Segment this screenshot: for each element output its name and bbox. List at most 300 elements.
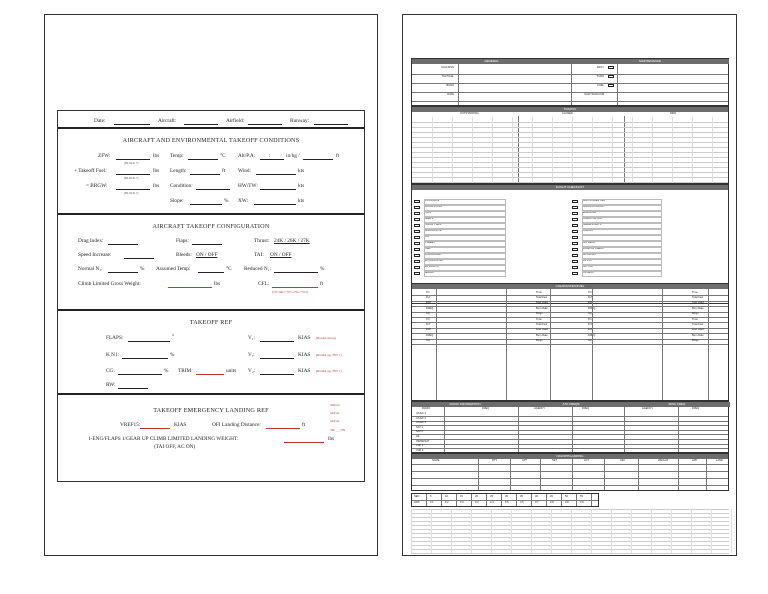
checklist-checkbox[interactable] bbox=[414, 218, 420, 221]
checklist-item-box bbox=[424, 271, 506, 277]
notes-col-line bbox=[511, 509, 512, 553]
hwtw-field[interactable] bbox=[260, 189, 296, 190]
notes-col-line bbox=[591, 509, 592, 553]
condition-field[interactable] bbox=[196, 189, 230, 190]
sen-value: 40 bbox=[535, 495, 538, 498]
clearance-label: SQ bbox=[426, 312, 430, 316]
checklist-checkbox[interactable] bbox=[414, 230, 420, 233]
clearance-label: FREQ bbox=[426, 333, 434, 337]
nav-col-header: FPT bbox=[492, 459, 497, 462]
radio-col-line bbox=[444, 407, 445, 452]
v1-unit: KIAS bbox=[298, 335, 311, 341]
checklist-item: IFF (2/4/5/NITE) bbox=[424, 259, 443, 262]
slope-field[interactable] bbox=[190, 204, 222, 205]
takeoff-fuel-field[interactable] bbox=[116, 174, 150, 175]
traffic-closed-header: CLOSED bbox=[562, 112, 573, 115]
emergency-note-2: add/ret bbox=[330, 411, 340, 415]
clearance-fuel-label: Bingo bbox=[692, 312, 699, 316]
nav-col-header: APP bbox=[692, 459, 698, 462]
checklist-checkbox[interactable] bbox=[572, 224, 578, 227]
notes-col-line bbox=[431, 509, 432, 553]
radio-block bbox=[411, 401, 729, 453]
date-label: Date: bbox=[94, 118, 106, 124]
v1-field[interactable] bbox=[260, 341, 294, 342]
checklist-item: WB FAULTS bbox=[424, 265, 439, 268]
radio-row-label: SAT 1 bbox=[416, 425, 423, 429]
hrs-value: 0.9 bbox=[580, 501, 584, 504]
pa-unit: ft bbox=[336, 153, 340, 159]
bleeds-options[interactable]: ON / OFF bbox=[196, 252, 218, 258]
tactical-label: TACTICAL bbox=[441, 75, 454, 78]
clearance-row-line bbox=[412, 322, 728, 323]
v2-label: V₂: bbox=[248, 368, 256, 374]
length-field[interactable] bbox=[190, 174, 220, 175]
clearance-fuel-label: Total Fuel bbox=[536, 295, 548, 299]
cfl-unit: ft bbox=[320, 281, 324, 287]
clearance-row-line bbox=[412, 333, 728, 334]
sen-value: 30 bbox=[505, 495, 508, 498]
takeoff-fuel-label: + Takeoff Fuel: bbox=[74, 168, 107, 174]
date-field[interactable] bbox=[114, 124, 150, 125]
alt-field[interactable] bbox=[260, 159, 284, 160]
eng-weight-field[interactable] bbox=[284, 442, 324, 443]
checklist-checkbox[interactable] bbox=[572, 242, 578, 245]
checklist-checkbox[interactable] bbox=[572, 272, 578, 275]
checklist-checkbox[interactable] bbox=[414, 236, 420, 239]
drag-index-label: Drag Index: bbox=[78, 238, 104, 244]
airfield-field[interactable] bbox=[248, 124, 282, 125]
aircraft-field[interactable] bbox=[184, 124, 218, 125]
clearance-fuel-label: Time bbox=[536, 317, 542, 321]
nav-col-header: NAME bbox=[432, 459, 440, 462]
brgw-field[interactable] bbox=[116, 189, 150, 190]
hrs-value: 0.2 bbox=[445, 501, 449, 504]
checklist-checkbox[interactable] bbox=[414, 266, 420, 269]
notes-row-line bbox=[411, 525, 729, 526]
pa-field[interactable] bbox=[303, 159, 333, 160]
climb-gw-field[interactable] bbox=[168, 287, 212, 288]
notes-col-line bbox=[551, 509, 552, 553]
reduced-n1-field[interactable] bbox=[274, 272, 318, 273]
misc-header: MISC FREQ bbox=[624, 402, 730, 407]
clearance-label: FREQ bbox=[588, 306, 596, 310]
checklist-item: CLEAR/STARTS bbox=[582, 223, 602, 226]
checklist-item: OFF DECK bbox=[582, 241, 596, 244]
notes-row-line bbox=[411, 533, 729, 534]
sen-col-line bbox=[501, 494, 502, 506]
sen-col-line bbox=[456, 494, 457, 506]
sen-col-line bbox=[531, 494, 532, 506]
radio-row-line bbox=[412, 434, 728, 435]
radio-row-line bbox=[412, 444, 728, 445]
checklist-checkbox[interactable] bbox=[414, 212, 420, 215]
radio-col-header: FREQ bbox=[482, 407, 490, 410]
speed-increase-label: Speed Increase: bbox=[78, 252, 112, 258]
eng-weight-unit: lbs bbox=[328, 436, 335, 442]
traffic-ruling bbox=[412, 122, 728, 123]
traffic-ruling bbox=[412, 127, 728, 128]
runway-label: Runway: bbox=[290, 118, 310, 124]
clearance-row-line bbox=[412, 344, 728, 345]
sen-col-line bbox=[471, 494, 472, 506]
nav-col-header: WEIGHT bbox=[658, 459, 669, 462]
emergency-section bbox=[58, 395, 364, 481]
daily-checkbox[interactable] bbox=[608, 66, 614, 69]
trim-field[interactable] bbox=[196, 374, 224, 375]
traffic-ruling bbox=[412, 147, 728, 148]
radio-col-header: AGENCY bbox=[534, 407, 545, 410]
notes-col-line bbox=[471, 509, 472, 553]
checklist-item: NEIDAU bbox=[424, 271, 434, 274]
sen-value: 35 bbox=[520, 495, 523, 498]
checklist-checkbox[interactable] bbox=[572, 266, 578, 269]
slope-label: Slope: bbox=[170, 198, 184, 204]
traffic-ruling-v bbox=[572, 117, 573, 183]
sen-col-line bbox=[546, 494, 547, 506]
traffic-ruling-v bbox=[512, 117, 513, 183]
traffic-ruling-v bbox=[672, 117, 673, 183]
clearance-fuel-label: Fuel Used bbox=[692, 328, 704, 332]
trim-label: TRIM: bbox=[178, 368, 193, 374]
clearance-fuel-label: Total Fuel bbox=[692, 322, 704, 326]
notes-col-line bbox=[631, 509, 632, 553]
takeoff-fuel-sub: (BLOCK 7) bbox=[124, 176, 139, 180]
length-label: Length: bbox=[170, 168, 187, 174]
radio-col-header: RADIO bbox=[422, 407, 431, 410]
clearance-row-line bbox=[412, 328, 728, 329]
notes-row-line bbox=[411, 521, 729, 522]
traffic-ruling-v bbox=[692, 117, 693, 183]
brgw-unit: lbs bbox=[153, 183, 160, 189]
wind-unit: kts bbox=[298, 168, 305, 174]
radio-row-label: SAT 2 bbox=[416, 430, 423, 434]
radio-row-label: INMARSAT bbox=[416, 439, 430, 443]
traffic-ruling-v bbox=[472, 117, 473, 183]
climb-gw-unit: lbs bbox=[214, 281, 221, 287]
checklist-item-box bbox=[582, 271, 662, 277]
wind-field[interactable] bbox=[256, 174, 296, 175]
hrs-value: 0.5 bbox=[505, 501, 509, 504]
checklist-item: PPR/APT HRS bbox=[424, 223, 442, 226]
traffic-ruling bbox=[412, 172, 728, 173]
clearance-fuel-label: Bingo bbox=[536, 312, 543, 316]
clearance-label: FLT bbox=[588, 295, 593, 299]
clearance-label: EXP bbox=[588, 328, 594, 332]
assumed-temp-unit: °C bbox=[226, 266, 232, 272]
emergency-title: TAKEOFF EMERGENCY LANDING REF bbox=[153, 407, 269, 414]
notes-grid[interactable] bbox=[411, 509, 729, 553]
xw-label: XW: bbox=[238, 198, 249, 204]
takeoff-ref-title: TAKEOFF REF bbox=[189, 319, 233, 326]
notes-col-line bbox=[731, 509, 732, 553]
clearance-row-line bbox=[412, 306, 728, 307]
notes-row-line bbox=[411, 529, 729, 530]
brgw-label: = BRGW: bbox=[86, 183, 108, 189]
nav-header: NAV/APP/LANDING bbox=[412, 454, 728, 459]
conditions-section bbox=[58, 129, 364, 215]
normal-n1-unit: % bbox=[140, 266, 145, 272]
notes-col-line bbox=[451, 509, 452, 553]
clearance-fuel-label: Total Fuel bbox=[692, 295, 704, 299]
clearances-header: CLEARANCES/FUEL bbox=[412, 284, 728, 289]
checklist-checkbox[interactable] bbox=[572, 212, 578, 215]
notes-col-line bbox=[531, 509, 532, 553]
hrs-value: 0.7 bbox=[535, 501, 539, 504]
checklist-item: ON STA bbox=[582, 259, 592, 262]
checklist-item: AREA 4 bbox=[424, 217, 434, 220]
nav-col-header: ACT bbox=[584, 459, 590, 462]
clearance-col-line bbox=[506, 289, 507, 400]
kn1-unit: % bbox=[170, 352, 175, 358]
checklist-item: SONO-FLIGHT bbox=[424, 253, 442, 256]
sen-value: 15 bbox=[460, 495, 463, 498]
vr-field[interactable] bbox=[260, 358, 294, 359]
temp-field[interactable] bbox=[188, 159, 218, 160]
checklist-checkbox[interactable] bbox=[572, 248, 578, 251]
hrs-value: 0.3 bbox=[460, 501, 464, 504]
nav-row-line bbox=[412, 478, 728, 479]
takeoff-fuel-unit: lbs bbox=[153, 168, 160, 174]
sen-col-line bbox=[576, 494, 577, 506]
radio-row-line bbox=[412, 430, 728, 431]
notes-row-line bbox=[411, 549, 729, 550]
nav-col-header: SET bbox=[552, 459, 558, 462]
checklist-checkbox[interactable] bbox=[572, 236, 578, 239]
fuel-label: FUEL bbox=[597, 84, 604, 87]
wind-label: Wind: bbox=[238, 168, 252, 174]
temp-label: Temp: bbox=[170, 153, 184, 159]
checklist-checkbox[interactable] bbox=[572, 218, 578, 221]
flaps-field[interactable] bbox=[192, 244, 222, 245]
checklist-checkbox[interactable] bbox=[414, 242, 420, 245]
turn-checkbox[interactable] bbox=[608, 75, 614, 78]
vref-unit: KIAS bbox=[174, 422, 187, 428]
sen-value: 5 bbox=[430, 495, 432, 498]
climb-gw-label: Climb Limited Gross Weight: bbox=[78, 281, 141, 287]
checklist-item: COB/DITCH STA. bbox=[582, 217, 603, 220]
emergency-note-3: add/ret bbox=[330, 419, 340, 423]
ofi-field[interactable] bbox=[266, 428, 300, 429]
bleeds-label: Bleeds: bbox=[176, 252, 192, 258]
clearance-row-line bbox=[412, 339, 728, 340]
general-maint-block bbox=[411, 58, 729, 106]
clearance-fuel-label: Time bbox=[692, 317, 698, 321]
maintenance-header: MAINTENANCE bbox=[571, 59, 729, 64]
checklist-checkbox[interactable] bbox=[414, 272, 420, 275]
traffic-header: TRAFFIC bbox=[412, 107, 728, 112]
traffic-ruling bbox=[412, 137, 728, 138]
general-header: GENERAL bbox=[412, 59, 571, 64]
nav-row-line bbox=[412, 471, 728, 472]
speed-increase-field[interactable] bbox=[124, 258, 154, 259]
clearance-label: FREQ bbox=[426, 306, 434, 310]
airfield-label: Airfield: bbox=[226, 118, 245, 124]
traffic-ruling bbox=[412, 132, 728, 133]
clearance-label: EXP bbox=[588, 301, 594, 305]
radio-col-line bbox=[624, 407, 625, 452]
cg-field[interactable] bbox=[118, 374, 162, 375]
normal-n1-label: Normal N₁: bbox=[78, 266, 103, 272]
hrs-label: HRS bbox=[414, 501, 420, 504]
traffic-block bbox=[411, 106, 729, 184]
checklist-item: FUEL bbox=[424, 247, 431, 250]
ref-flaps-field[interactable] bbox=[128, 341, 170, 342]
radio-row-label: V/UHF 2 bbox=[416, 416, 426, 420]
checklist-checkbox[interactable] bbox=[572, 260, 578, 263]
traffic-ruling-v bbox=[532, 117, 533, 183]
checklist-item: NOTAMS/TFRs bbox=[424, 205, 442, 208]
clearance-fuel-label: Time bbox=[692, 290, 698, 294]
daily-label: DAILY bbox=[596, 66, 604, 69]
checklist-checkbox[interactable] bbox=[414, 260, 420, 263]
notes-col-line bbox=[671, 509, 672, 553]
clearance-fuel-label: Total Fuel bbox=[536, 322, 548, 326]
sen-col-line bbox=[426, 494, 427, 506]
checklist-checkbox[interactable] bbox=[414, 200, 420, 203]
tai-options[interactable]: ON / OFF bbox=[270, 252, 292, 258]
takeoff-ref-section bbox=[58, 311, 364, 395]
v2-field[interactable] bbox=[260, 374, 294, 375]
cfl-note: (TW 24K=+70% 27K=+70%) bbox=[272, 290, 309, 294]
assumed-temp-field[interactable] bbox=[198, 272, 224, 273]
kn1-field[interactable] bbox=[122, 358, 168, 359]
rw-field[interactable] bbox=[118, 388, 148, 389]
sen-col-line bbox=[516, 494, 517, 506]
clearance-fuel-label: Burn Rate bbox=[536, 306, 548, 310]
nav-col-header: SIM bbox=[620, 459, 625, 462]
clearance-fuel-label: Fuel Used bbox=[536, 301, 548, 305]
notes-row-line bbox=[411, 537, 729, 538]
radio-row-label: V/UHF 1 bbox=[416, 412, 426, 415]
clearances-block bbox=[411, 283, 729, 401]
clearance-label: TO bbox=[426, 290, 430, 294]
notes-row-line bbox=[411, 513, 729, 514]
buno-label: BUNO bbox=[446, 84, 454, 87]
checklist-item: MODE 2/4 CHECK bbox=[582, 247, 604, 250]
clearance-col-line bbox=[708, 289, 709, 400]
nav-col-header: LAND bbox=[716, 459, 723, 462]
vref-field[interactable] bbox=[140, 428, 170, 429]
vref-label: VREF15: bbox=[120, 422, 141, 428]
cg-unit: % bbox=[164, 368, 169, 374]
thrust-label: Thrust: bbox=[254, 238, 270, 244]
ato-header: ATO FREQS bbox=[518, 402, 624, 407]
radio-row-label: HF bbox=[416, 435, 420, 438]
checklist-item: BINGO/ONTOP bbox=[424, 229, 443, 232]
clearance-label: FLT bbox=[426, 322, 431, 326]
sen-value: 25 bbox=[490, 495, 493, 498]
o2-hyd-label: O2/HYD/ACCUM bbox=[584, 93, 604, 96]
configuration-title: AIRCRAFT TAKEOFF CONFIGURATION bbox=[152, 223, 270, 230]
clearance-fuel-label: Fuel Used bbox=[692, 301, 704, 305]
checklist-checkbox[interactable] bbox=[414, 224, 420, 227]
checklist-checkbox[interactable] bbox=[414, 248, 420, 251]
ofi-label: OFI Landing Distance: bbox=[212, 422, 261, 428]
thrust-options[interactable]: 24K / 26K / 27K bbox=[274, 238, 310, 244]
fuel-checkbox[interactable] bbox=[608, 84, 614, 87]
traffic-ruling bbox=[412, 162, 728, 163]
hrs-value: 0.6 bbox=[520, 501, 524, 504]
alt-unit: in/hg / bbox=[286, 153, 300, 159]
radio-header: RADIO INFORMATION bbox=[412, 402, 518, 407]
checklist-checkbox[interactable] bbox=[414, 206, 420, 209]
notes-col-line bbox=[491, 509, 492, 553]
sen-col-line bbox=[486, 494, 487, 506]
runway-field[interactable] bbox=[314, 124, 348, 125]
notes-col-line bbox=[651, 509, 652, 553]
rw-label: RW: bbox=[106, 382, 116, 388]
traffic-ruling bbox=[412, 177, 728, 178]
clearance-fuel-label: Burn Rate bbox=[536, 333, 548, 337]
checklist-item: WX/UPDATE bbox=[424, 199, 440, 202]
clearance-fuel-label: Bingo bbox=[692, 339, 699, 343]
radio-row-line bbox=[412, 416, 728, 417]
clearance-label: SQ bbox=[426, 339, 430, 343]
cfl-field[interactable] bbox=[272, 287, 318, 288]
nav-col-header: CPT bbox=[522, 459, 528, 462]
notes-col-line bbox=[691, 509, 692, 553]
reduced-n1-label: Reduced N₁: bbox=[244, 266, 271, 272]
clearance-fuel-label: Fuel Used bbox=[536, 328, 548, 332]
hrs-value: 0.8 bbox=[550, 501, 554, 504]
checklist-checkbox[interactable] bbox=[572, 200, 578, 203]
callsign-label: CALLSIGN bbox=[441, 66, 454, 69]
radio-row-label: VHF 2 bbox=[416, 448, 424, 452]
checklist-checkbox[interactable] bbox=[572, 206, 578, 209]
traffic-lines[interactable] bbox=[412, 117, 728, 183]
clearance-label: TO bbox=[588, 317, 592, 321]
hrs-value: 0.8 bbox=[565, 501, 569, 504]
checklist-checkbox[interactable] bbox=[414, 254, 420, 257]
xw-field[interactable] bbox=[254, 204, 296, 205]
traffic-ruling-v bbox=[432, 117, 433, 183]
clearance-col-line bbox=[662, 289, 663, 400]
takeoff-data-form bbox=[57, 110, 365, 482]
checklist-item: W/B bbox=[424, 235, 429, 238]
emergency-note-1: mm/ret bbox=[330, 403, 340, 407]
vr-unit: KIAS bbox=[298, 352, 311, 358]
radio-row-line bbox=[412, 421, 728, 422]
slope-unit: % bbox=[224, 198, 229, 204]
drag-index-field[interactable] bbox=[108, 244, 138, 245]
traffic-outstanding-header: OUTSTANDING bbox=[460, 112, 479, 115]
condition-label: Condition: bbox=[170, 183, 193, 189]
clearance-label: EXP bbox=[426, 328, 432, 332]
checklist-item: A SHEET bbox=[424, 241, 435, 244]
sen-row-line bbox=[412, 500, 598, 501]
v1-note: (Round down) bbox=[316, 336, 336, 340]
zfw-field[interactable] bbox=[116, 159, 150, 160]
checklist-checkbox[interactable] bbox=[572, 254, 578, 257]
v2-unit: KIAS bbox=[298, 368, 311, 374]
length-unit: ft bbox=[222, 168, 226, 174]
traffic-ruling-v bbox=[712, 117, 713, 183]
checklist-item: R/A TACAN bbox=[582, 253, 596, 256]
hrs-value: 0.4 bbox=[490, 501, 494, 504]
emergency-note-4: TR: __ ON bbox=[330, 428, 346, 432]
ref-flaps-label: FLAPS: bbox=[106, 335, 124, 341]
assumed-temp-label: Assumed Temp: bbox=[156, 266, 191, 272]
checklist-item: FCIFs bbox=[424, 211, 432, 214]
sen-value: 45 bbox=[550, 495, 553, 498]
normal-n1-field[interactable] bbox=[108, 272, 138, 273]
checklist-item: MBA/MOSA bbox=[582, 211, 596, 214]
hwtw-unit: kts bbox=[298, 183, 305, 189]
hrs-value: 0.3 bbox=[475, 501, 479, 504]
clearance-fuel-label: Time bbox=[536, 290, 542, 294]
clearance-row-line bbox=[412, 301, 728, 302]
checklist-checkbox[interactable] bbox=[572, 230, 578, 233]
